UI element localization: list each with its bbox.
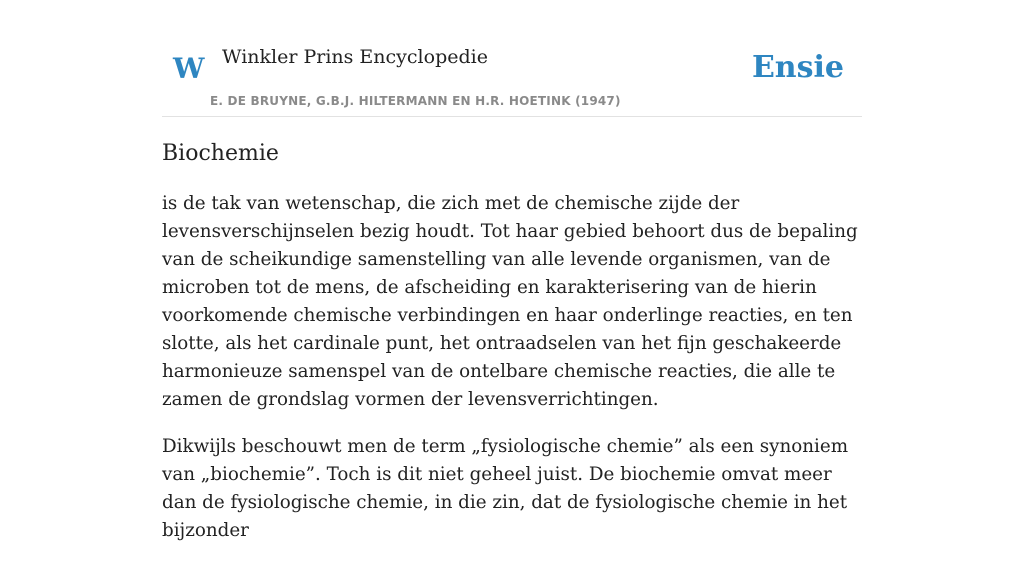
site-header: [162, 38, 862, 117]
paragraph-1: is de tak van wetenschap, die zich met de chemische zijde der levensverschijnselen bezig houdt. Tot haar gebied behoort dus de bepaling van de scheikundige samenstelling van alle levende organismen, van de microben tot de mens, de afscheiding en karakterisering van de hierin voorkomende chemische verbindingen en haar onderlinge reacties, en ten slotte, als het cardinale punt, het ontraadselen van het fijn geschakeerde harmonieuze samenspel van de ontelbare chemische reacties, die alle te zamen de grondslag vormen der levensverrichtingen.: [162, 193, 858, 410]
winkler-prins-logo[interactable]: W: [173, 52, 204, 85]
article-title: Biochemie: [162, 141, 279, 166]
paragraph-2: Dikwijls beschouwt men de term „fysiologische chemie” als een synoniem van „biochemie”. Toch is dit niet geheel juist. De biochemie omvat meer dan de fysiologische chemie, in die zin, dat de fysiologische chemie in het bijzonder: [162, 436, 849, 541]
site-title[interactable]: Winkler Prins Encyclopedie: [222, 46, 488, 68]
byline: E. DE BRUYNE, G.B.J. HILTERMANN EN H.R. HOETINK (1947): [210, 94, 621, 108]
article-body: [162, 140, 862, 564]
ensie-logo[interactable]: Ensie: [751, 50, 844, 85]
